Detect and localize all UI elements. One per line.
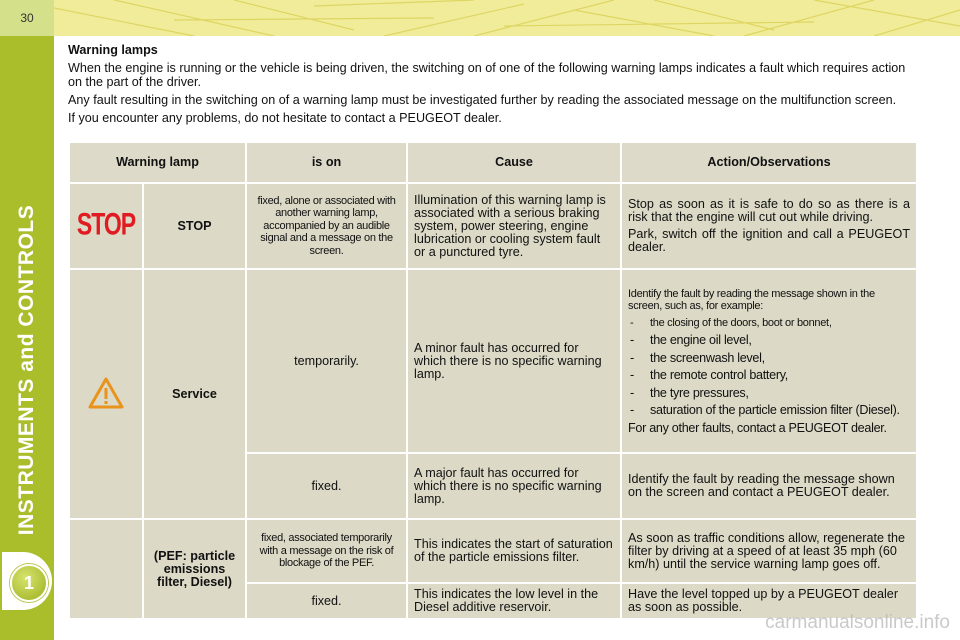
list-item: - the engine oil level,	[628, 334, 910, 347]
service-warning-triangle-icon	[87, 376, 125, 410]
intro-paragraph: Any fault resulting in the switching on of a warning lamp must be investigated further by reading the associated message on the multifunction screen.	[68, 93, 897, 107]
fault-list	[628, 317, 910, 417]
lamp-name: (PEF: particle emissions filter, Diesel)	[143, 519, 246, 619]
action-text: Identify the fault by reading the message shown in the screen, such as, for example:	[628, 287, 875, 313]
column-header: is on	[246, 142, 407, 183]
warning-lamps-table	[68, 141, 918, 620]
cause-cell: Illumination of this warning lamp is associated with a serious braking system, power steering, engine lubrication or cooling system fault or a punctured tyre.	[407, 183, 621, 269]
is-on-cell: fixed.	[246, 453, 407, 519]
is-on-cell: temporarily.	[246, 269, 407, 453]
banner-pattern	[54, 0, 960, 36]
cause-cell: This indicates the start of saturation of the particle emissions filter.	[407, 519, 621, 583]
list-item: - the closing of the doors, boot or bonnet,	[628, 317, 910, 330]
column-header: Cause	[407, 142, 621, 183]
action-cell	[621, 269, 917, 453]
list-item: - the screenwash level,	[628, 352, 910, 365]
cause-cell: This indicates the low level in the Diesel additive reservoir.	[407, 583, 621, 619]
page-number: 30	[0, 0, 54, 36]
action-cell: Identify the fault by reading the message shown on the screen and contact a PEUGEOT dealer.	[621, 453, 917, 519]
action-cell: Have the level topped up by a PEUGEOT dealer as soon as possible.	[621, 583, 917, 619]
lamp-icon-cell	[69, 183, 143, 269]
column-header: Action/Observations	[621, 142, 917, 183]
stop-warning-icon: STOP	[76, 205, 136, 241]
chapter-sidebar	[0, 0, 54, 640]
action-cell	[621, 183, 917, 269]
chapter-number-badge: 1	[10, 564, 48, 602]
header-banner	[54, 0, 960, 36]
action-text: For any other faults, contact a PEUGEOT dealer.	[628, 420, 887, 435]
is-on-cell: fixed, associated temporarily with a message on the risk of blockage of the PEF.	[246, 519, 407, 583]
cause-cell: A major fault has occurred for which there is no specific warning lamp.	[407, 453, 621, 519]
is-on-cell: fixed, alone or associated with another warning lamp, accompanied by an audible signal and a message on the screen.	[246, 183, 407, 269]
action-cell: As soon as traffic conditions allow, regenerate the filter by driving at a speed of at least 35 mph (60 km/h) until the service warning lamp goes off.	[621, 519, 917, 583]
column-header: Warning lamp	[69, 142, 246, 183]
action-text: Park, switch off the ignition and call a PEUGEOT dealer.	[628, 227, 911, 254]
cause-cell: A minor fault has occurred for which there is no specific warning lamp.	[407, 269, 621, 453]
action-text: Stop as soon as it is safe to do so as there is a risk that the engine will cut out while driving.	[628, 197, 911, 224]
intro-paragraph: When the engine is running or the vehicle is being driven, the switching on of one of the following warning lamps indicates a fault which requires action on the part of the driver.	[68, 61, 906, 89]
lamp-name: Service	[143, 269, 246, 519]
intro-paragraph: If you encounter any problems, do not hesitate to contact a PEUGEOT dealer.	[68, 111, 502, 125]
table-row	[69, 519, 917, 583]
intro-section	[68, 43, 916, 129]
table-row	[69, 183, 917, 269]
list-item: - the remote control battery,	[628, 369, 910, 382]
lamp-name: STOP	[143, 183, 246, 269]
is-on-cell: fixed.	[246, 583, 407, 619]
section-title: INSTRUMENTS and CONTROLS	[15, 204, 38, 536]
table-header-row	[69, 142, 917, 183]
table-row	[69, 269, 917, 453]
lamp-icon-cell	[69, 519, 143, 619]
intro-heading: Warning lamps	[68, 43, 158, 57]
list-item: - the tyre pressures,	[628, 387, 910, 400]
watermark: carmanualsonline.info	[765, 612, 950, 633]
lamp-icon-cell	[69, 269, 143, 519]
list-item: - saturation of the particle emission filter (Diesel).	[628, 404, 910, 417]
